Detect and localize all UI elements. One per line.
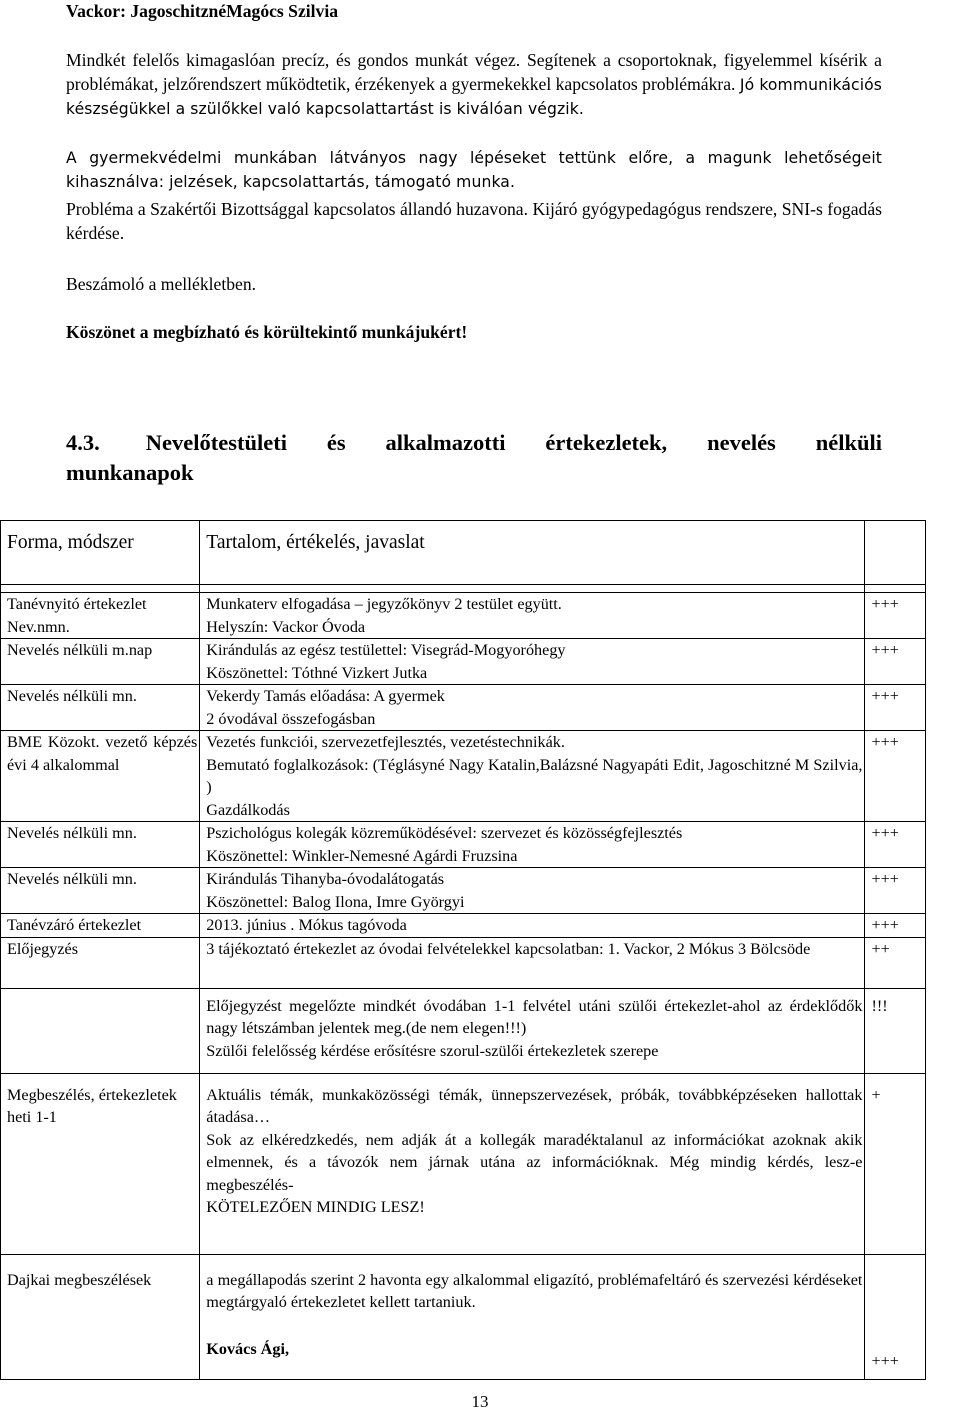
header-mark: [865, 521, 926, 585]
page-number: 13: [471, 1392, 489, 1411]
table-row: Dajkai megbeszélések a megállapodás szerint 2 havonta egy alkalommal eligazító, problémafeltáró és szervezési kérdéseket megtárgyaló értekezletet kellett tartaniuk. Kovács Ági, +++: [1, 1254, 926, 1379]
section-title: Nevelőtestületi és alkalmazotti értekezletek, nevelés nélküli munkanapok: [66, 430, 882, 485]
table-header-row: [1, 521, 926, 585]
header-content: Tartalom, értékelés, javaslat: [200, 521, 865, 585]
signature: Kovács Ági,: [206, 1339, 289, 1358]
thanks-line: Köszönet a megbízható és körültekintő munkájukért!: [66, 322, 468, 342]
table-row: Előjegyzést megelőzte mindkét óvodában 1-1 felvétel utáni szülői értekezlet-ahol az érdeklődők nagy létszámban jelentek meg.(de nem elegen!!!) Szülői felelősség kérdése erősítésre szorul-szülői értekezletek szerepe !!!: [1, 988, 926, 1073]
section-heading: [66, 428, 882, 488]
section-number: 4.3.: [66, 430, 100, 455]
table-row: Előjegyzés 3 tájékoztató értekezlet az óvodai felvételekkel kapcsolatban: 1. Vackor, 2 Mókus 3 Bölcsöde ++: [1, 937, 926, 988]
paragraph-3: Probléma a Szakértői Bizottsággal kapcsolatos állandó huzavona. Kijáró gyógypedagógus rendszere, SNI-s fogadás kérdése.: [66, 199, 882, 243]
table-row: Nevelés nélküli m.nap Kirándulás az egész testülettel: Visegrád-Mogyoróhegy Köszönettel: Tóthné Vizkert Jutka +++: [1, 639, 926, 685]
table-row: BME Közokt. vezető képzés évi 4 alkalommal Vezetés funkciói, szervezetfejlesztés, vezetéstechnikák. Bemutató foglalkozások: (Téglásyné Nagy Katalin,Balázsné Nagyapáti Edit, Jagoschitzné M Szilvia, ) Gazdálkodás +++: [1, 731, 926, 822]
paragraph-4: Beszámoló a mellékletben.: [66, 274, 257, 294]
paragraph-2: A gyermekvédelmi munkában látványos nagy lépéseket tettünk előre, a magunk lehetőségeit kihasználva: jelzések, kapcsolattartás, támogató munka.: [66, 149, 882, 191]
header-form: Forma, módszer: [1, 521, 200, 585]
table-row: Tanévnyitó értekezlet Nev.nmn. Munkaterv elfogadása – jegyzőkönyv 2 testület együtt. Helyszín: Vackor Óvoda +++: [1, 593, 926, 639]
table-row: Nevelés nélküli mn. Kirándulás Tihanyba-óvodalátogatás Köszönettel: Balog Ilona, Imre Györgyi +++: [1, 868, 926, 914]
table-row: Nevelés nélküli mn. Pszichológus kolegák közreműködésével: szervezet és közösségfejlesztés Köszönettel: Winkler-Nemesné Agárdi Fruzsina +++: [1, 822, 926, 868]
table-row: Tanévzáró értekezlet 2013. június . Mókus tagóvoda +++: [1, 914, 926, 938]
table-row: Nevelés nélküli mn. Vekerdy Tamás előadása: A gyermek 2 óvodával összefogásban +++: [1, 685, 926, 731]
table-row: Megbeszélés, értekezletek heti 1-1 Aktuális témák, munkaközösségi témák, ünnepszervezések, próbák, továbbképzéseken hallottak átadása… Sok az elkéredzkedés, nem adják át a kollegák maradéktalanul az információkat azoknak akik elmennek, és a távozók nem járnak utána az információknak. Még mindig kérdés, lesz-e megbeszélés- KÖTELEZŐEN MINDIG LESZ! +: [1, 1073, 926, 1254]
paragraph-1: Mindkét felelős kimagaslóan precíz, és gondos munkát végez. Segítenek a csoportoknak, figyelemmel kísérik a problémákat, jelzőrendszert működtetik, érzékenyek a gyermekekkel kapcsolatos problémákra. Jó kommunikációs készségükkel a szülőkkel való kapcsolattartást is kiválóan végzik.: [66, 50, 882, 118]
meetings-table: [0, 520, 926, 1380]
vackor-heading: Vackor: JagoschitznéMagócs Szilvia: [66, 1, 339, 21]
